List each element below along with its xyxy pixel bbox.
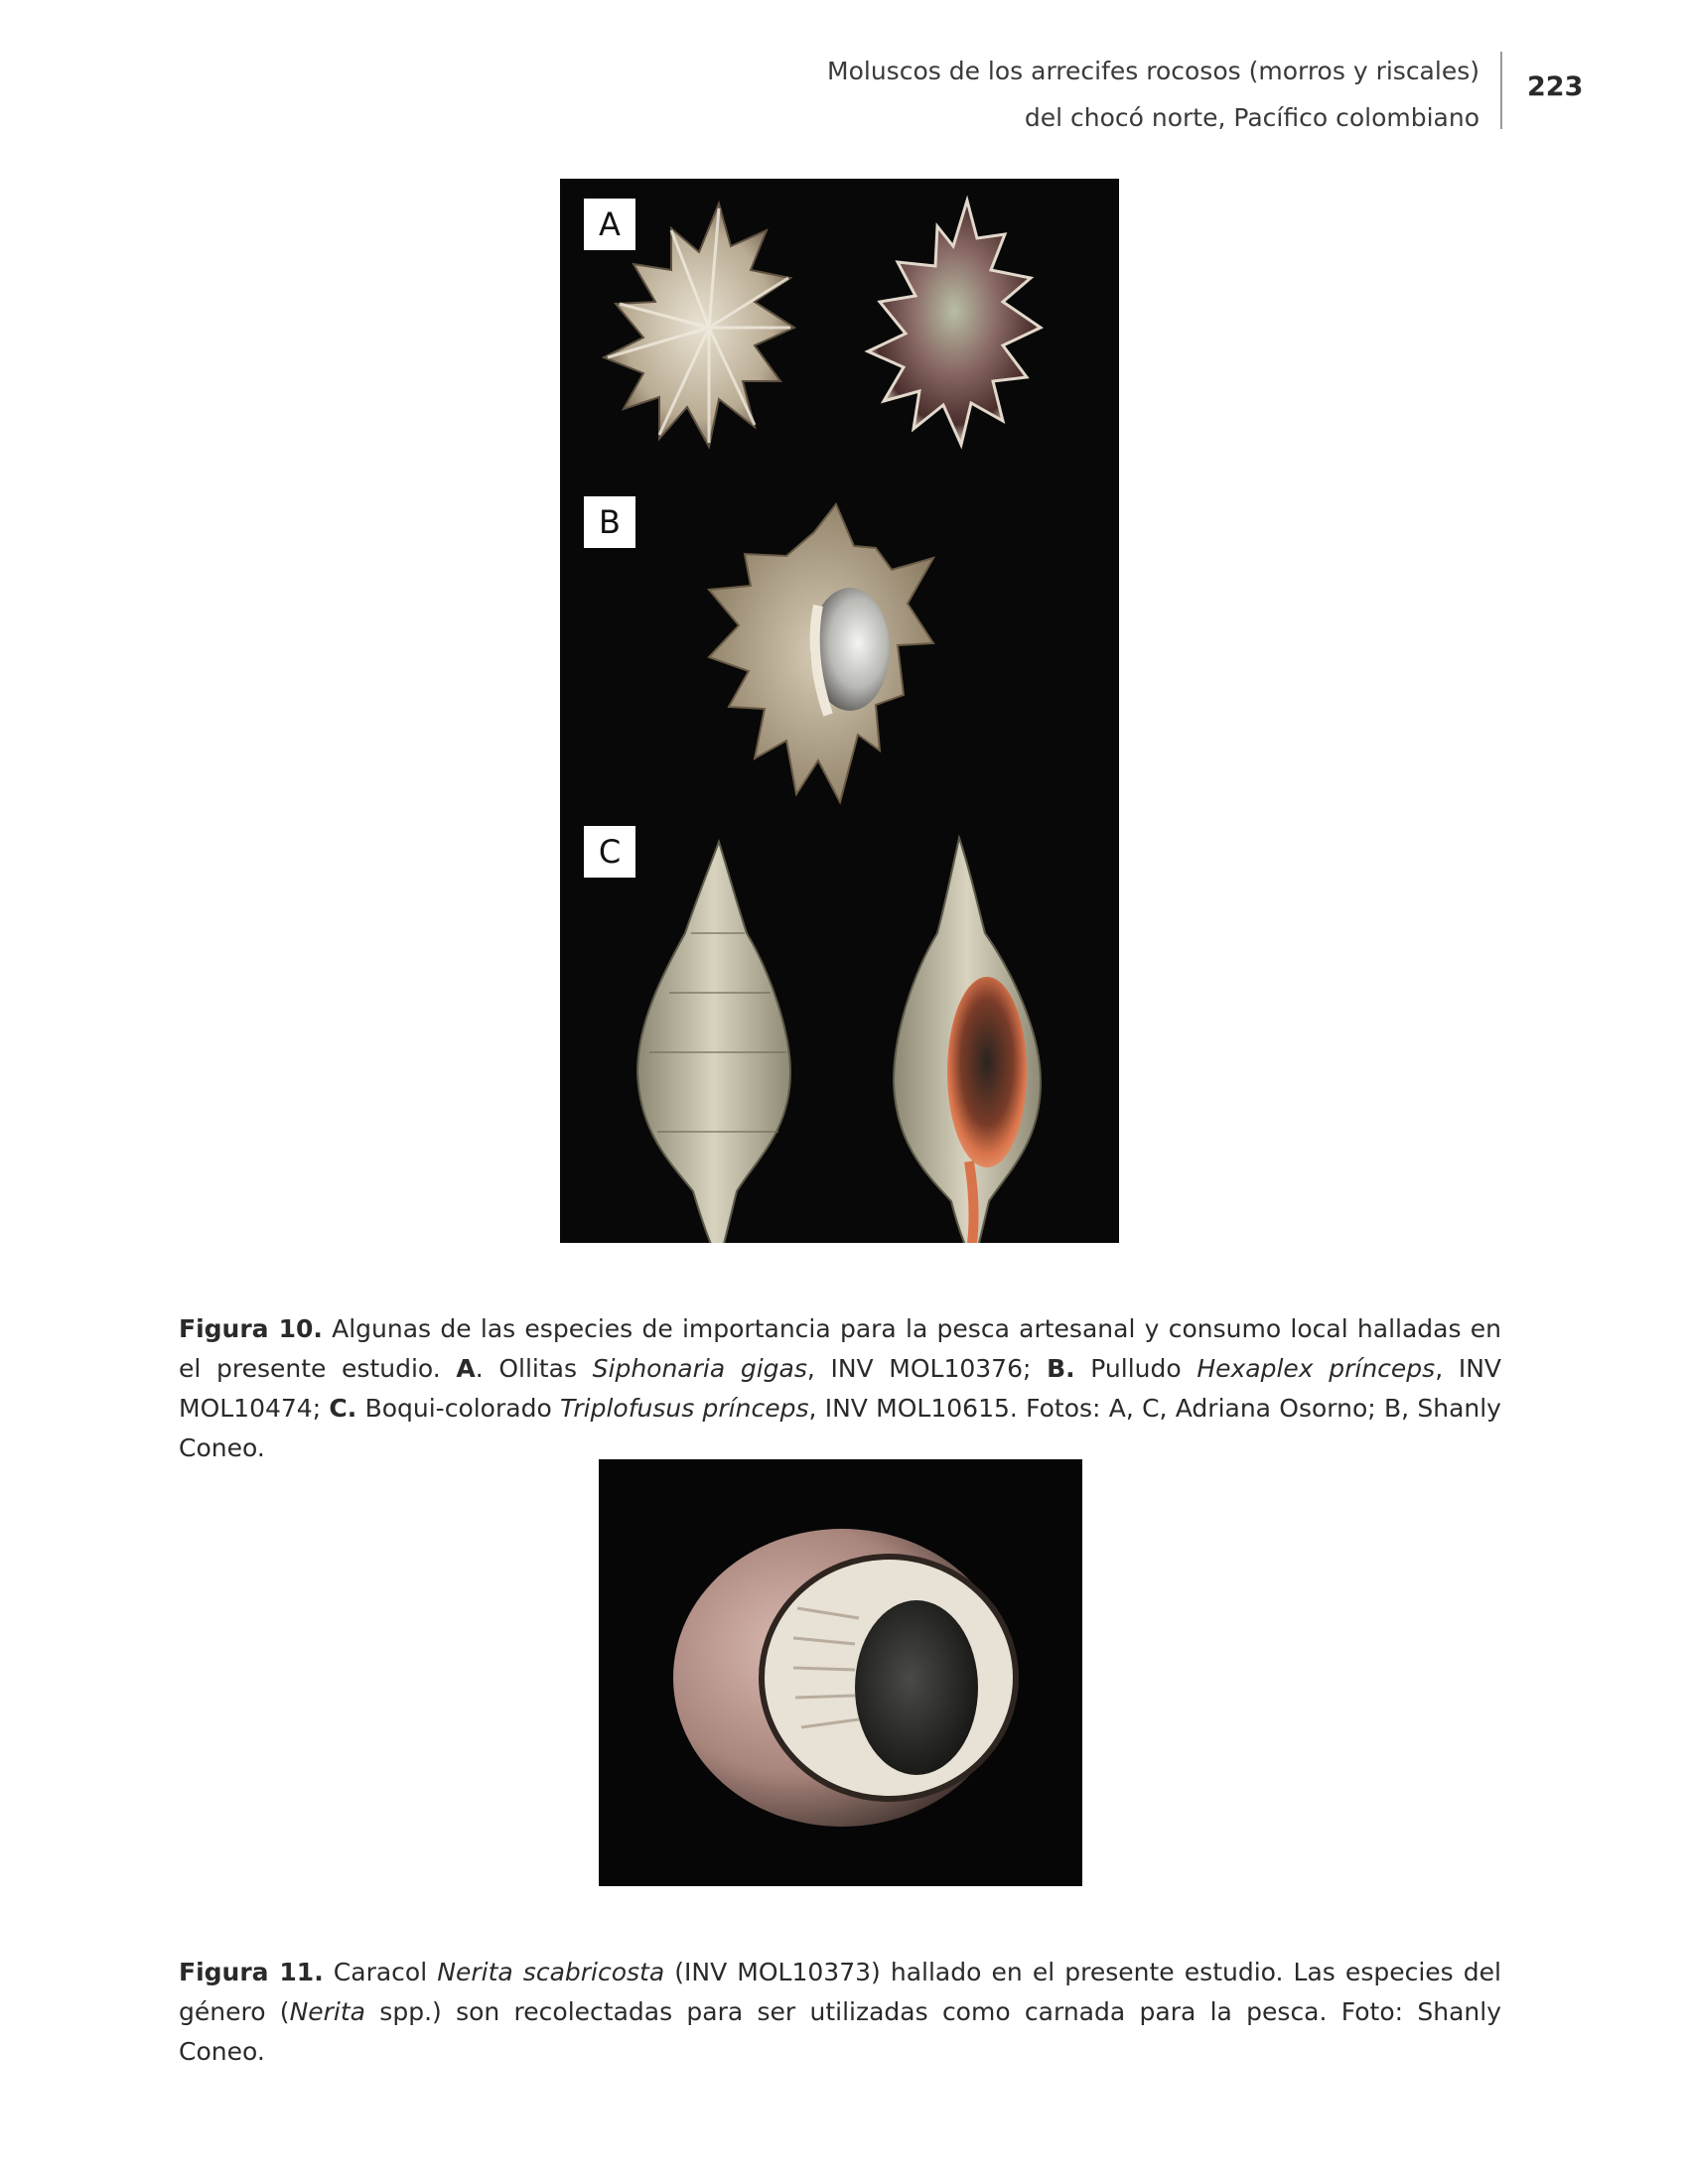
siphonaria-interior-image xyxy=(868,201,1041,445)
running-head-line-2: del chocó norte, Pacífico colombiano xyxy=(1024,103,1479,132)
triplofusus-dorsal-image xyxy=(637,842,790,1243)
running-head xyxy=(586,48,1479,141)
figure-11-photo xyxy=(599,1459,1082,1886)
caption-text-1: Caracol xyxy=(323,1958,438,1986)
species-name-nerita: Nerita scabricosta xyxy=(437,1958,665,1986)
running-head-line-1: Moluscos de los arrecifes rocosos (morros y riscales) xyxy=(827,57,1479,85)
caption-inv-b: , INV MOL10474; xyxy=(179,1354,1501,1423)
species-name-b: Hexaplex prínceps xyxy=(1196,1354,1436,1383)
figure-10-shells xyxy=(560,179,1119,1243)
panel-label-c: C xyxy=(584,826,635,878)
page-number: 223 xyxy=(1527,71,1584,102)
caption-text-b: Pulludo xyxy=(1074,1354,1197,1383)
caption-text-3: spp.) son recolectadas para ser utilizadas como carnada para la pesca. Foto: Shanly Coneo. xyxy=(179,1997,1501,2066)
caption-text-2: (INV MOL10373) hallado en el presente estudio. Las especies del género ( xyxy=(179,1958,1501,2026)
caption-inv-c: , INV MOL10615. Fotos: A, C, Adriana Osorno; B, Shanly Coneo. xyxy=(179,1394,1501,1462)
caption-key-a: A xyxy=(456,1354,476,1383)
panel-label-b: B xyxy=(584,496,635,548)
caption-text-c: Boqui-colorado xyxy=(356,1394,561,1423)
species-name-c: Triplofusus prínceps xyxy=(560,1394,809,1423)
caption-inv-a: , INV MOL10376; xyxy=(806,1354,1048,1383)
caption-key-c: C. xyxy=(329,1394,357,1423)
caption-intro: Algunas de las especies de importancia para la pesca artesanal y consumo local halladas en el presente estudio. xyxy=(179,1314,1502,1383)
hexaplex-image xyxy=(709,504,933,802)
triplofusus-ventral-image xyxy=(894,838,1041,1243)
panel-label-a: A xyxy=(584,199,635,250)
caption-text-a: . Ollitas xyxy=(475,1354,593,1383)
figure-11-label: Figura 11. xyxy=(179,1958,324,1986)
header-divider xyxy=(1500,52,1502,129)
caption-key-b: B. xyxy=(1047,1354,1075,1383)
figure-10-photo xyxy=(560,179,1119,1243)
figure-10-label: Figura 10. xyxy=(179,1314,323,1343)
figure-11-caption xyxy=(179,1953,1501,2072)
species-name-a: Siphonaria gigas xyxy=(592,1354,807,1383)
genus-name-nerita: Nerita xyxy=(289,1997,365,2026)
nerita-image xyxy=(599,1459,1082,1886)
figure-10-caption xyxy=(179,1309,1501,1468)
